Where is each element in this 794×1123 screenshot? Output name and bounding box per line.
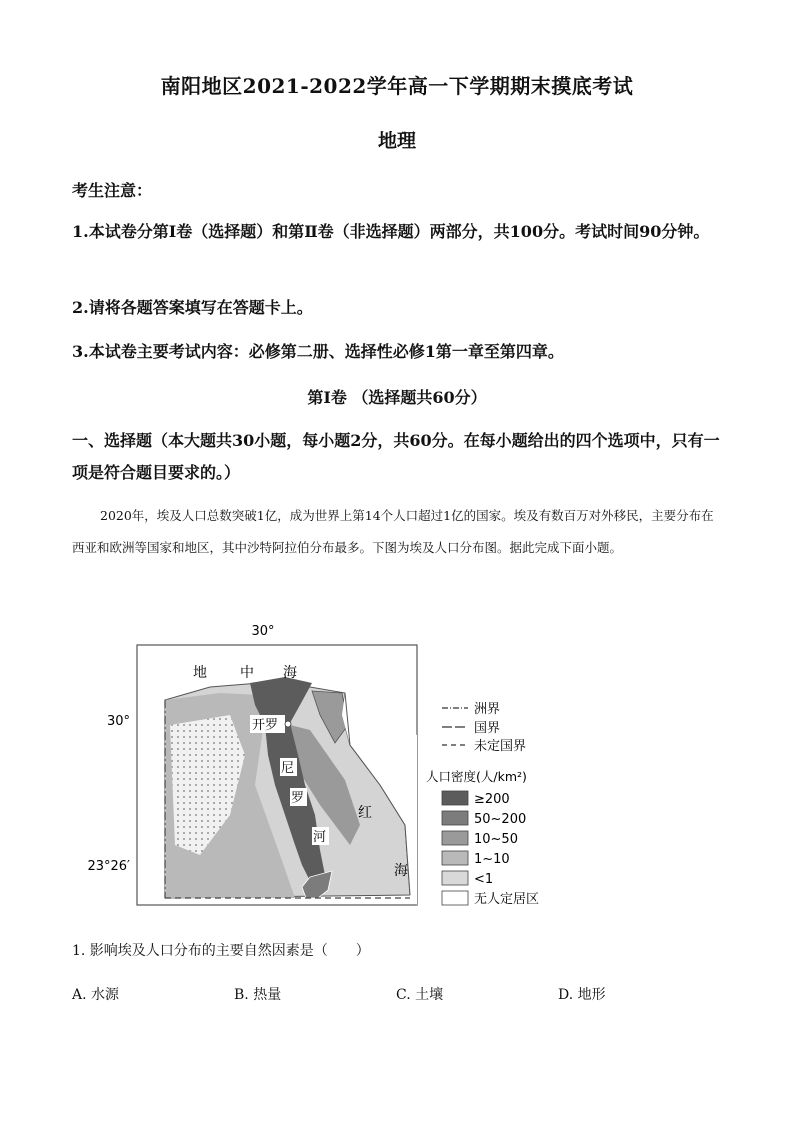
legend-swatch-label-5: 无人定居区 [474,892,540,907]
lat-tropic-label: 23°26′ [87,859,130,874]
notice-item-3: 3.本试卷主要考试内容：必修第二册、选择性必修1第一章至第四章。 [72,342,564,361]
med-sea-char-3: 海 [283,665,297,681]
legend-swatch-label-4: <1 [474,872,494,887]
nile-char-2: 罗 [291,791,305,806]
legend-swatch-2 [442,831,468,845]
legend-swatch-label-2: 10~50 [474,832,518,847]
legend-continent-label: 洲界 [474,702,501,717]
legend-undetermined-label: 未定国界 [474,739,527,754]
exam-title: 南阳地区2021-2022学年高一下学期期末摸底考试 [160,74,634,98]
option-d[interactable]: D. 地形 [558,987,606,1003]
red-sea-char-1: 红 [358,805,372,821]
nile-char-1: 尼 [281,761,295,776]
cairo-label: 开罗 [252,718,279,733]
legend-swatch-label-1: 50~200 [474,812,527,827]
option-b[interactable]: B. 热量 [234,987,282,1003]
legend-swatch-5 [442,891,468,905]
red-sea-char-2: 海 [394,863,408,879]
legend-swatch-3 [442,851,468,865]
nile-char-3: 河 [313,830,327,845]
med-sea-char-1: 地 [193,665,207,681]
density-legend [442,791,539,907]
subject-title: 地理 [377,130,416,152]
legend-swatch-1 [442,811,468,825]
lon-30-label: 30° [251,624,275,639]
option-a[interactable]: A. 水源 [72,987,120,1003]
legend-border-label: 国界 [474,721,501,736]
section-instruction: 一、选择题（本大题共30小题，每小题2分，共60分。在每小题给出的四个选项中，只有一项是符合题目要求的。） [72,431,720,482]
med-sea-char-2: 中 [240,665,254,681]
legend-swatch-label-3: 1~10 [474,852,510,867]
lat-30-label: 30° [106,714,130,729]
notice-heading: 考生注意： [72,181,153,200]
section-title: 第Ⅰ卷 （选择题共60分） [307,388,487,407]
cairo-marker [285,721,291,727]
legend-swatch-4 [442,871,468,885]
legend-swatch-0 [442,791,468,805]
egypt-population-map [80,615,560,915]
legend-density-title: 人口密度(人/km²) [426,769,527,784]
option-c[interactable]: C. 土壤 [396,987,444,1003]
reading-passage: 2020年，埃及人口总数突破1亿，成为世界上第14个人口超过1亿的国家。埃及有数百万对外移民，主要分布在西亚和欧洲等国家和地区，其中沙特阿拉伯分布最多。下图为埃及人口分布图。据此完成下面小题。 [72,508,714,555]
question-stem: 1. 影响埃及人口分布的主要自然因素是（ ） [72,943,370,959]
map-figure [80,615,560,915]
notice-item-1: 1.本试卷分第Ⅰ卷（选择题）和第Ⅱ卷（非选择题）两部分，共100分。考试时间90分钟。 [72,222,710,241]
legend-swatch-label-0: ≥200 [474,792,510,807]
notice-item-2: 2.请将各题答案填写在答题卡上。 [72,298,313,317]
